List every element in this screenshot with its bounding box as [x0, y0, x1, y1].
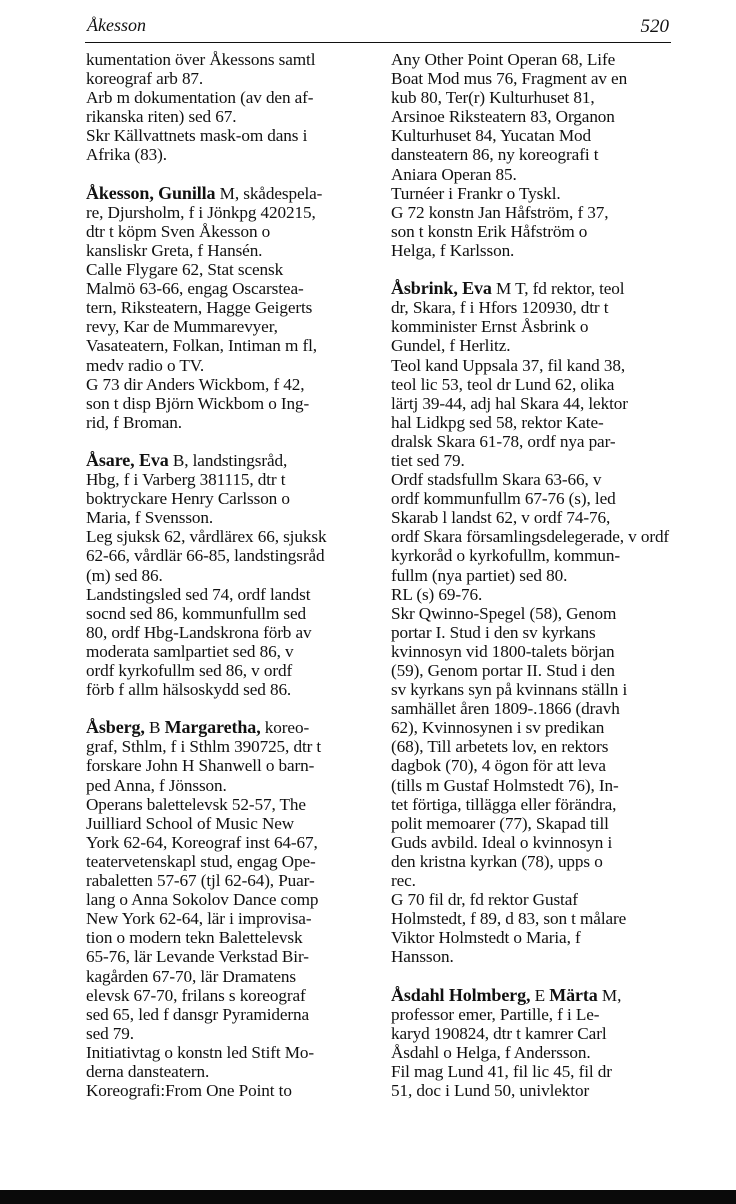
text-line: Ordf stadsfullm Skara 63-66, v	[391, 470, 602, 490]
text-line: 62-66, vårdlär 66-85, landstingsråd	[86, 546, 325, 566]
text-line: G 72 konstn Jan Håfström, f 37,	[391, 202, 609, 222]
entry-given-name: Margaretha,	[164, 717, 261, 738]
text-line: portar I. Stud i den sv kyrkans	[391, 622, 596, 642]
text-line: Initiativtag o konstn led Stift Mo-	[86, 1042, 315, 1062]
page-number: 520	[640, 16, 669, 37]
entry-text: M, skådespela-	[215, 183, 323, 203]
text-line: 80, ordf Hbg-Landskrona förb av	[86, 622, 312, 642]
text-line: tet förtiga, tillägga eller förändra,	[391, 794, 617, 814]
text-line: komminister Ernst Åsbrink o	[391, 317, 589, 337]
running-head-name: Åkesson	[87, 15, 146, 35]
text-line: Skr Källvattnets mask-om dans i	[86, 126, 308, 146]
entry-given-name: Märta	[549, 984, 598, 1005]
text-line: Kulturhuset 84, Yucatan Mod	[391, 126, 592, 146]
text-line: Guds avbild. Ideal o kvinnosyn i	[391, 832, 613, 852]
text-line: Boat Mod mus 76, Fragment av en	[391, 69, 628, 89]
text-line: kagården 67-70, lär Dramatens	[86, 966, 296, 986]
text-line: tion o modern tekn Balettelevsk	[86, 928, 303, 948]
entry-text: B, landstingsråd,	[168, 450, 288, 470]
entry-first-line	[86, 451, 368, 470]
text-line: son t konstn Erik Håfström o	[391, 221, 588, 241]
text-line: re, Djursholm, f i Jönkpg 420215,	[86, 202, 316, 222]
text-line: rabaletten 57-67 (tjl 62-64), Puar-	[86, 871, 315, 891]
entry-text: M T, fd rektor, teol	[491, 279, 625, 299]
text-line: New York 62-64, lär i improvisa-	[86, 909, 312, 929]
text-line: moderata samlpartiet sed 86, v	[86, 641, 294, 661]
entry-name: Åsdahl Holmberg,	[391, 984, 531, 1005]
text-line: samhället åren 1809-.1866 (dravh	[391, 699, 620, 719]
entry-initial: B	[144, 718, 165, 738]
text-line: professor emer, Partille, f i Le-	[391, 1004, 600, 1024]
text-line: hal Lidkpg sed 58, rektor Kate-	[391, 412, 604, 432]
text-line: RL (s) 69-76.	[391, 584, 483, 604]
text-line: Skarab l landst 62, v ordf 74-76,	[391, 508, 611, 528]
text-line: dr, Skara, f i Hfors 120930, dtr t	[391, 298, 609, 318]
text-line: polit memoarer (77), Skapad till	[391, 813, 609, 833]
text-line: (tills m Gustaf Holmstedt 76), In-	[391, 775, 619, 795]
entry-spacer	[391, 967, 691, 986]
text-line: kansliskr Greta, f Hansén.	[86, 240, 263, 260]
text-line: kvinnosyn vid 1800-talets början	[391, 641, 615, 661]
text-line: tern, Riksteatern, Hagge Geigerts	[86, 298, 313, 318]
text-line: (59), Genom portar II. Stud i den	[391, 661, 615, 680]
running-header	[85, 14, 671, 43]
text-line: G 70 fil dr, fd rektor Gustaf	[391, 890, 578, 910]
text-line: elevsk 67-70, frilans s koreograf	[86, 985, 306, 1005]
entry-name: Åsbrink, Eva	[391, 278, 492, 299]
entry-spacer	[86, 165, 368, 184]
text-line: ped Anna, f Jönsson.	[86, 775, 227, 795]
text-line: socnd sed 86, kommunfullm sed	[86, 603, 307, 623]
text-line: 62), Kvinnosynen i sv predikan	[391, 718, 605, 738]
text-line: dralsk Skara 61-78, ordf nya par-	[391, 431, 616, 451]
entry-name: Åsberg,	[86, 717, 145, 738]
text-line: lärtj 39-44, adj hal Skara 44, lektor	[391, 393, 628, 413]
entry-first-line	[86, 184, 368, 203]
text-line: Landstingsled sed 74, ordf landst	[86, 584, 311, 604]
text-line: graf, Sthlm, f i Sthlm 390725, dtr t	[86, 737, 322, 757]
text-line: revy, Kar de Mummarevyer,	[86, 317, 278, 337]
text-line: rikanska riten) sed 67.	[86, 107, 237, 127]
entry-first-line	[391, 986, 691, 1005]
text-line: Turnéer i Frankr o Tyskl.	[391, 183, 561, 203]
text-line: teol lic 53, teol dr Lund 62, olika	[391, 374, 615, 394]
text-line: (68), Till arbetets lov, en rektors	[391, 737, 609, 757]
text-line: Holmstedt, f 89, d 83, son t målare	[391, 909, 627, 929]
text-line: Calle Flygare 62, Stat scensk	[86, 260, 284, 280]
text-line: sv kyrkans syn på kvinnans ställn i	[391, 680, 628, 700]
text-line: ordf kommunfullm 67-76 (s), led	[391, 489, 616, 509]
text-line: Teol kand Uppsala 37, fil kand 38,	[391, 355, 626, 375]
text-line: Afrika (83).	[86, 145, 167, 165]
text-line: koreograf arb 87.	[86, 69, 204, 89]
text-line: lang o Anna Sokolov Dance comp	[86, 890, 319, 910]
text-line: Hbg, f i Varberg 381115, dtr t	[86, 470, 286, 490]
text-line: dagbok (70), 4 ögon för att leva	[391, 756, 606, 776]
text-line: medv radio o TV.	[86, 355, 205, 375]
text-line: fullm (nya partiet) sed 80.	[391, 565, 568, 585]
entry-first-line	[391, 279, 691, 298]
text-line: son t disp Björn Wickbom o Ing-	[86, 393, 310, 413]
entry-spacer	[86, 699, 368, 718]
entry-text: koreo-	[260, 718, 310, 738]
text-line: Any Other Point Operan 68, Life	[391, 50, 616, 69]
text-line: dansteatern 86, ny koreografi t	[391, 145, 599, 165]
text-line: Aniara Operan 85.	[391, 164, 517, 184]
text-line: 51, doc i Lund 50, univlektor	[391, 1081, 590, 1101]
entry-name: Åkesson, Gunilla	[86, 182, 216, 203]
text-line: Hansson.	[391, 947, 454, 967]
text-line: forskare John H Shanwell o barn-	[86, 756, 315, 776]
text-line: teatervetenskapl stud, engag Ope-	[86, 851, 316, 871]
text-line: sed 79.	[86, 1023, 134, 1043]
text-line: Malmö 63-66, engag Oscarstea-	[86, 279, 304, 299]
left-column	[86, 50, 368, 1100]
text-line: Åsdahl o Helga, f Andersson.	[391, 1042, 591, 1062]
text-line: ordf Skara församlingsdelegerade, v ordf	[391, 527, 670, 547]
text-line: Skr Qwinno-Spegel (58), Genom	[391, 603, 617, 623]
text-line: rid, f Broman.	[86, 412, 182, 432]
text-line: den kristna kyrkan (78), upps o	[391, 851, 603, 871]
right-column	[391, 50, 691, 1100]
entry-first-line	[86, 718, 368, 737]
text-line: tiet sed 79.	[391, 450, 465, 470]
text-line: Arb m dokumentation (av den af-	[86, 88, 314, 108]
text-line: kub 80, Ter(r) Kulturhuset 81,	[391, 88, 595, 108]
text-line: Vasateatern, Folkan, Intiman m fl,	[86, 336, 317, 356]
entry-spacer	[86, 432, 368, 451]
text-line: dtr t köpm Sven Åkesson o	[86, 221, 271, 241]
text-line: kyrkoråd o kyrkofullm, kommun-	[391, 546, 620, 566]
text-line: Gundel, f Herlitz.	[391, 336, 511, 356]
entry-name: Åsare, Eva	[86, 449, 169, 470]
text-line: Helga, f Karlsson.	[391, 240, 515, 260]
text-line: sed 65, led f dansgr Pyramiderna	[86, 1004, 310, 1024]
scan-edge-bar	[0, 1190, 736, 1204]
text-line: derna dansteatern.	[86, 1061, 210, 1081]
text-line: karyd 190824, dtr t kamrer Carl	[391, 1023, 607, 1043]
entry-initial: E	[530, 985, 550, 1005]
entry-spacer	[391, 260, 691, 279]
entry-text: M,	[597, 985, 622, 1005]
text-line: Juilliard School of Music New	[86, 813, 295, 833]
text-line: (m) sed 86.	[86, 565, 163, 585]
text-line: förb f allm hälsoskydd sed 86.	[86, 680, 292, 700]
text-line: boktryckare Henry Carlsson o	[86, 489, 290, 509]
text-line: Maria, f Svensson.	[86, 508, 214, 528]
text-line: 65-76, lär Levande Verkstad Bir-	[86, 947, 309, 967]
text-line: kumentation över Åkessons samtl	[86, 50, 316, 69]
text-line: ordf kyrkofullm sed 86, v ordf	[86, 661, 293, 680]
text-line: Viktor Holmstedt o Maria, f	[391, 928, 581, 948]
text-line: Operans balettelevsk 52-57, The	[86, 794, 306, 814]
text-line: Arsinoe Riksteatern 83, Organon	[391, 107, 615, 127]
text-line: York 62-64, Koreograf inst 64-67,	[86, 832, 318, 852]
text-line: Koreografi:From One Point to	[86, 1081, 292, 1101]
text-line: rec.	[391, 871, 416, 891]
text-line: G 73 dir Anders Wickbom, f 42,	[86, 374, 305, 394]
text-line: Fil mag Lund 41, fil lic 45, fil dr	[391, 1061, 612, 1081]
text-line: Leg sjuksk 62, vårdlärex 66, sjuksk	[86, 527, 327, 547]
